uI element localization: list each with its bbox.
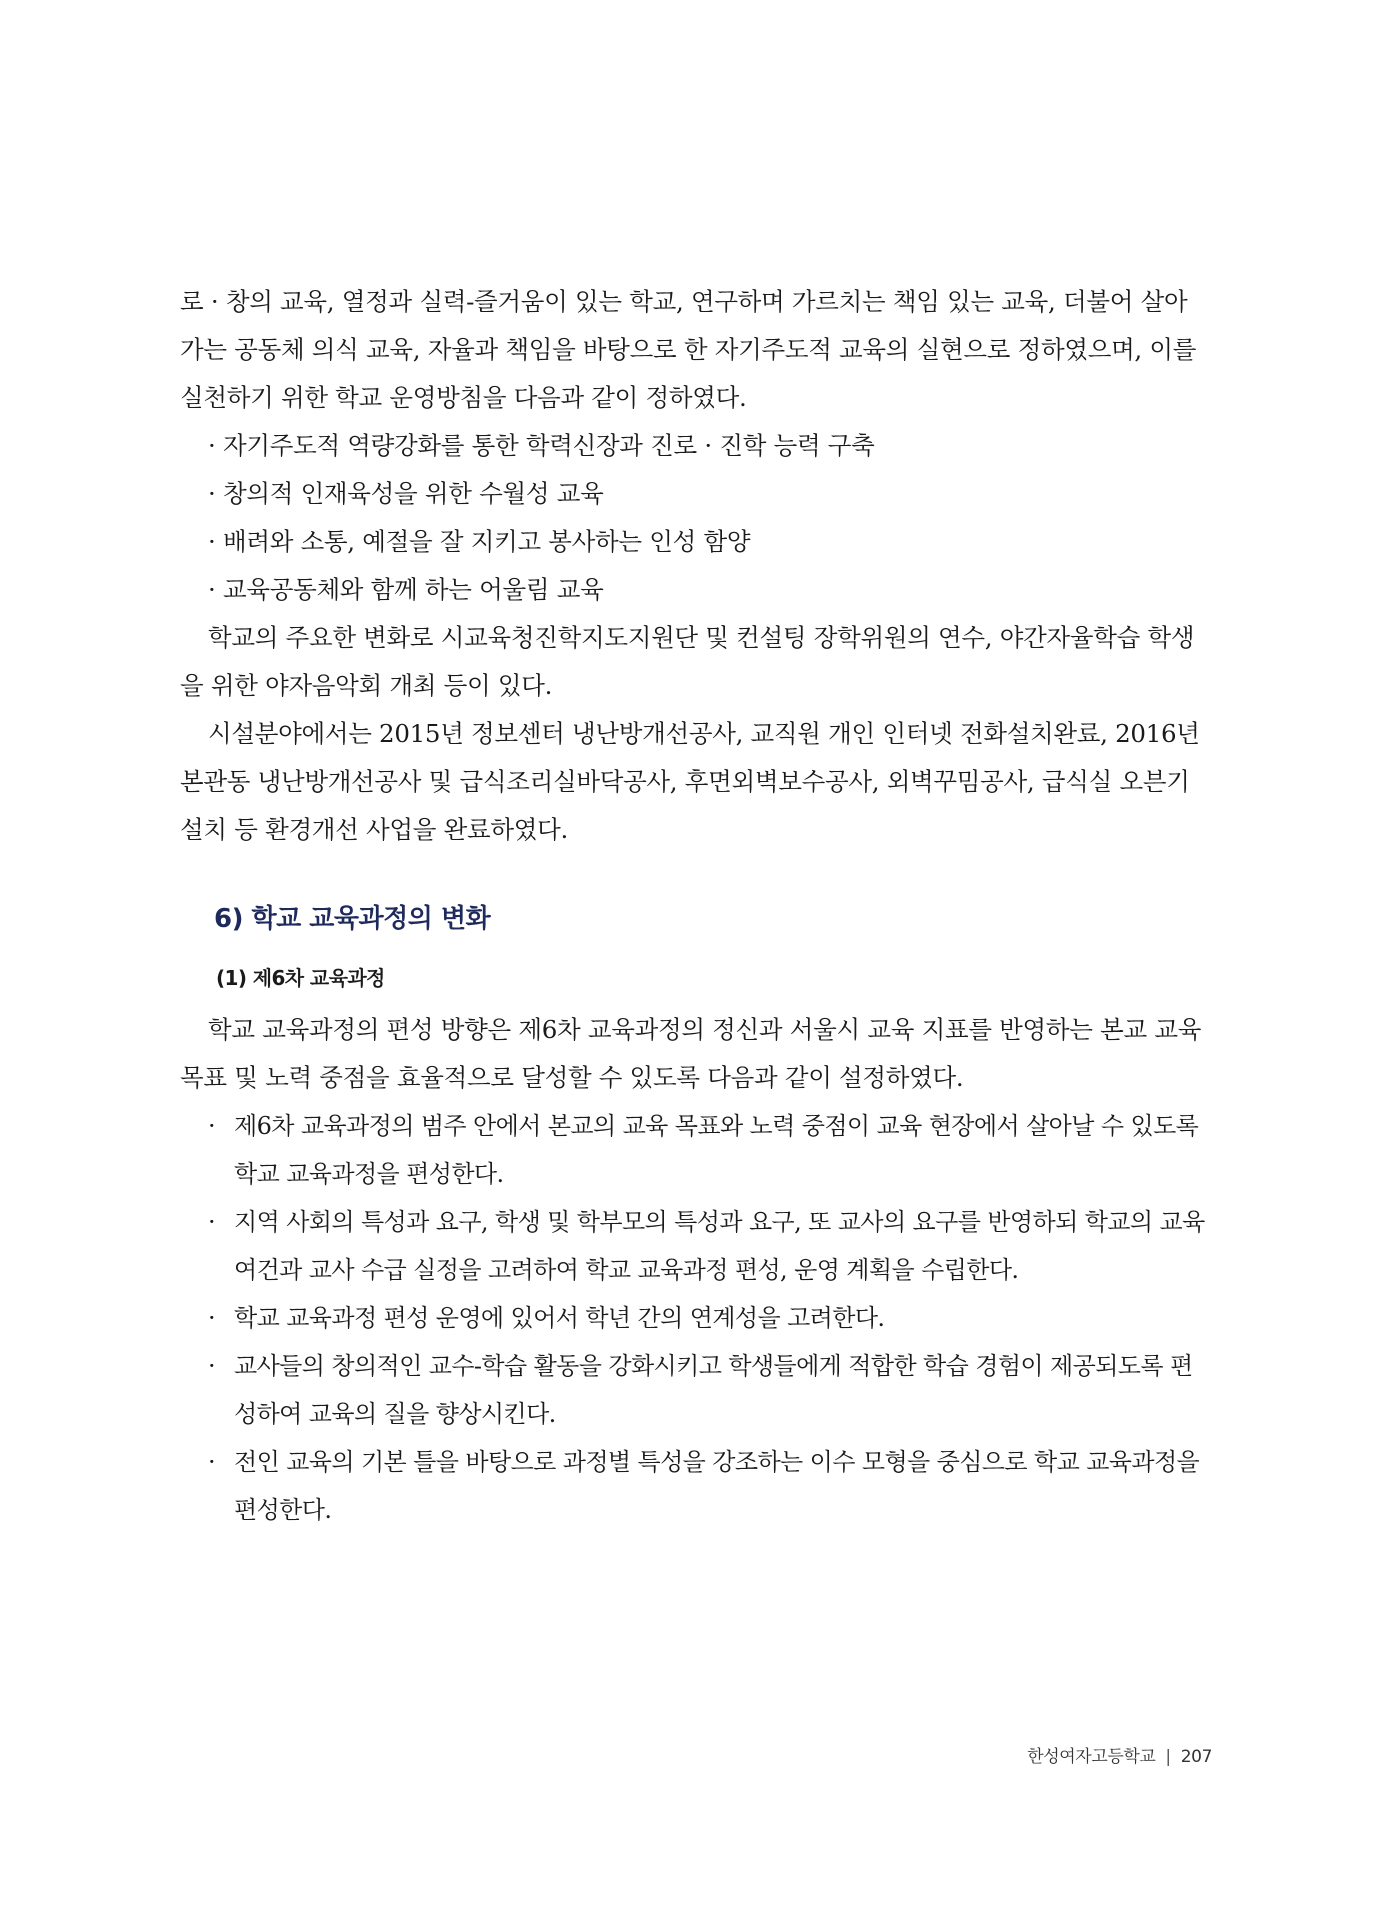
intro-paragraph: 로 · 창의 교육, 열정과 실력-즐거움이 있는 학교, 연구하며 가르치는 책임 있는 교육, 더불어 살아가는 공동체 의식 교육, 자율과 책임을 바탕으로 한 자기주도적 교육의 실현으로 정하였으며, 이를 실천하기 위한 학교 운영방침을 다음과 같이 정하였다.	[180, 287, 1197, 412]
curriculum-item	[208, 1102, 1208, 1198]
curriculum-item	[208, 1438, 1208, 1534]
curriculum-item-text: 교사들의 창의적인 교수-학습 활동을 강화시키고 학생들에게 적합한 학습 경험이 제공되도록 편성하여 교육의 질을 향상시킨다.	[234, 1352, 1193, 1428]
facility-paragraph: 시설분야에서는 2015년 정보센터 냉난방개선공사, 교직원 개인 인터넷 전화설치완료, 2016년 본관동 냉난방개선공사 및 급식조리실바닥공사, 후면외벽보수공사, 외벽꾸밈공사, 급식실 오븐기설치 등 환경개선 사업을 완료하였다.	[180, 719, 1200, 844]
bullet-dot: ·	[208, 1448, 216, 1476]
section-heading: 6) 학교 교육과정의 변화	[214, 904, 491, 934]
curriculum-paragraph: 학교 교육과정의 편성 방향은 제6차 교육과정의 정신과 서울시 교육 지표를 반영하는 본교 교육 목표 및 노력 중점을 효율적으로 달성할 수 있도록 다음과 같이 설정하였다.	[180, 1015, 1202, 1092]
page-footer	[1027, 1742, 1212, 1767]
curriculum-item	[208, 1198, 1208, 1294]
bullet-dot: ·	[208, 1352, 216, 1380]
curriculum-list	[208, 1102, 1208, 1534]
bullet-dot: ·	[208, 1208, 216, 1236]
policy-item: · 배려와 소통, 예절을 잘 지키고 봉사하는 인성 함양	[208, 527, 751, 556]
curriculum-item	[208, 1294, 1208, 1342]
footer-school-name: 한성여자고등학교	[1027, 1747, 1156, 1767]
footer-separator: |	[1165, 1747, 1171, 1767]
policy-item: · 자기주도적 역량강화를 통한 학력신장과 진로 · 진학 능력 구축	[208, 431, 875, 460]
sub-heading: (1) 제6차 교육과정	[216, 966, 385, 990]
curriculum-item-text: 학교 교육과정 편성 운영에 있어서 학년 간의 연계성을 고려한다.	[234, 1304, 885, 1332]
policy-item: · 창의적 인재육성을 위한 수월성 교육	[208, 479, 604, 508]
change-paragraph: 학교의 주요한 변화로 시교육청진학지도지원단 및 컨설팅 장학위원의 연수, 야간자율학습 학생을 위한 야자음악회 개최 등이 있다.	[180, 623, 1195, 700]
policy-list	[208, 422, 1208, 614]
bullet-dot: ·	[208, 1304, 216, 1332]
curriculum-item-text: 전인 교육의 기본 틀을 바탕으로 과정별 특성을 강조하는 이수 모형을 중심으로 학교 교육과정을 편성한다.	[234, 1448, 1200, 1524]
curriculum-item-text: 지역 사회의 특성과 요구, 학생 및 학부모의 특성과 요구, 또 교사의 요구를 반영하되 학교의 교육 여건과 교사 수급 실정을 고려하여 학교 교육과정 편성, 운영 계획을 수립한다.	[234, 1208, 1205, 1284]
policy-item: · 교육공동체와 함께 하는 어울림 교육	[208, 575, 604, 604]
page-number: 207	[1180, 1747, 1212, 1767]
curriculum-item-text: 제6차 교육과정의 범주 안에서 본교의 교육 목표와 노력 중점이 교육 현장에서 살아날 수 있도록 학교 교육과정을 편성한다.	[234, 1112, 1199, 1188]
bullet-dot: ·	[208, 1112, 216, 1140]
curriculum-item	[208, 1342, 1208, 1438]
